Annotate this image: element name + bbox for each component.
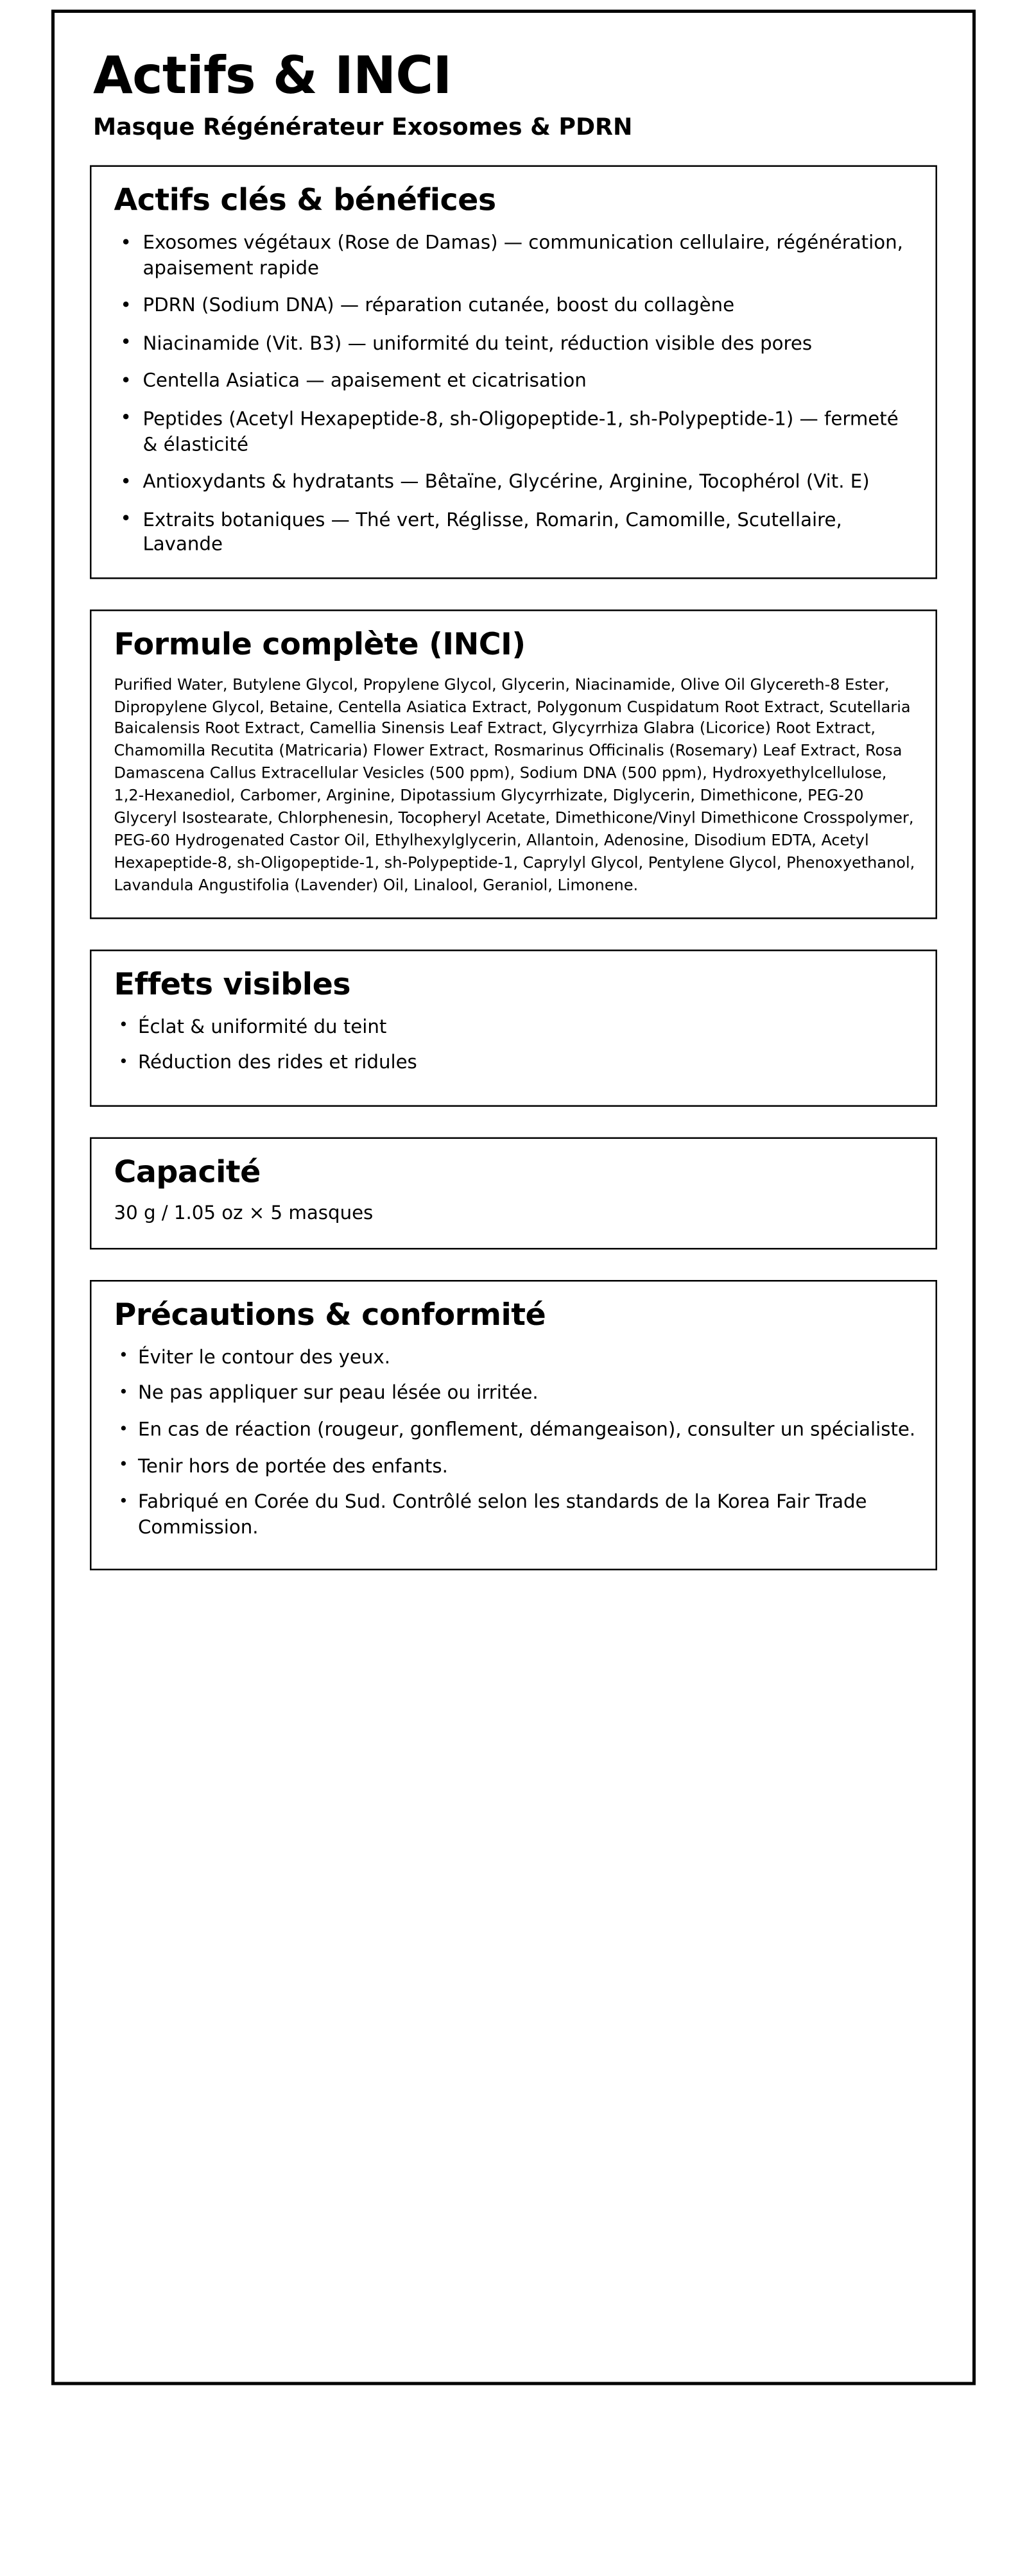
precautions-list [111,1345,917,1540]
list-item: • Centella Asiatica — apaisement et cicatrisation [111,370,917,395]
list-item: • Fabriqué en Corée du Sud. Contrôlé selon les standards de la Korea Fair Trade Commission. [111,1490,917,1540]
section-title-formule-inci: Formule complète (INCI) [114,626,526,662]
list-item: • En cas de réaction (rougeur, gonflement, démangeaison), consulter un spécialiste. [111,1418,917,1443]
list-item: • Éclat & uniformité du teint [111,1014,917,1039]
effets-list [111,1014,917,1075]
list-item: • Exosomes végétaux (Rose de Damas) — communication cellulaire, régénération, apaisement rapide [111,231,917,281]
section-title-capacite: Capacité [114,1154,261,1190]
page-title: Actifs & INCI [93,45,452,106]
actifs-list [111,231,917,558]
list-item: • Tenir hors de portée des enfants. [111,1454,917,1479]
list-item: • Extraits botaniques — Thé vert, Réglisse, Romarin, Camomille, Scutellaire, Lavande [111,508,917,558]
section-title-precautions-conformite: Précautions & conformité [114,1297,546,1333]
section-formule-inci [90,609,937,918]
page-subtitle: Masque Régénérateur Exosomes & PDRN [93,115,633,141]
section-capacite [90,1137,937,1250]
section-title-actifs-cles: Actifs clés & bénéfices [114,183,496,219]
page-scale-wrapper [0,10,1027,2576]
list-item: • Réduction des rides et ridules [111,1051,917,1076]
section-title-effets-visibles: Effets visibles [114,966,351,1002]
capacite-value: 30 g / 1.05 oz × 5 masques [114,1202,374,1225]
list-item: • Niacinamide (Vit. B3) — uniformité du teint, réduction visible des pores [111,332,917,357]
list-item: • Ne pas appliquer sur peau lésée ou irritée. [111,1382,917,1407]
product-info-sheet [51,10,976,2385]
inci-ingredient-list: Purified Water, Butylene Glycol, Propylene Glycol, Glycerin, Niacinamide, Olive Oil Glycereth-8 Ester, Dipropylene Glycol, Betaine, Centella Asiatica Extract, Polygonum Cuspidatum Root Extract, Scutellaria Baicalensis Root Extract, Camellia Sinensis Leaf Extract, Glycyrrhiza Glabra (Licorice) Root Extract, Chamomilla Recutita (Matricaria) Flower Extract, Rosmarinus Officinalis (Rosemary) Leaf Extract, Rosa Damascena Callus Extracellular Vesicles (500 ppm), Sodium DNA (500 ppm), Hydroxyethylcellulose, 1,2-Hexanediol, Carbomer, Arginine, Dipotassium Glycyrrhizate, Diglycerin, Dimethicone, PEG-20 Glyceryl Isostearate, Chlorphenesin, Tocopheryl Acetate, Dimethicone/Vinyl Dimethicone Crosspolymer, PEG-60 Hydrogenated Castor Oil, Ethylhexylglycerin, Allantoin, Adenosine, Disodium EDTA, Acetyl Hexapeptide-8, sh-Oligopeptide-1, sh-Polypeptide-1, Caprylyl Glycol, Pentylene Glycol, Phenoxyethanol, Lavandula Angustifolia (Lavender) Oil, Linalool, Geraniol, Limonene. [114,676,915,895]
section-actifs-cles [90,166,937,579]
list-item: • Antioxydants & hydratants — Bêtaïne, Glycérine, Arginine, Tocophérol (Vit. E) [111,470,917,495]
list-item: • Peptides (Acetyl Hexapeptide-8, sh-Oligopeptide-1, sh-Polypeptide-1) — fermeté & élasticité [111,407,917,457]
section-precautions-conformite [90,1280,937,1571]
list-item: • Éviter le contour des yeux. [111,1345,917,1370]
section-effets-visibles [90,949,937,1106]
list-item: • PDRN (Sodium DNA) — réparation cutanée, boost du collagène [111,294,917,319]
